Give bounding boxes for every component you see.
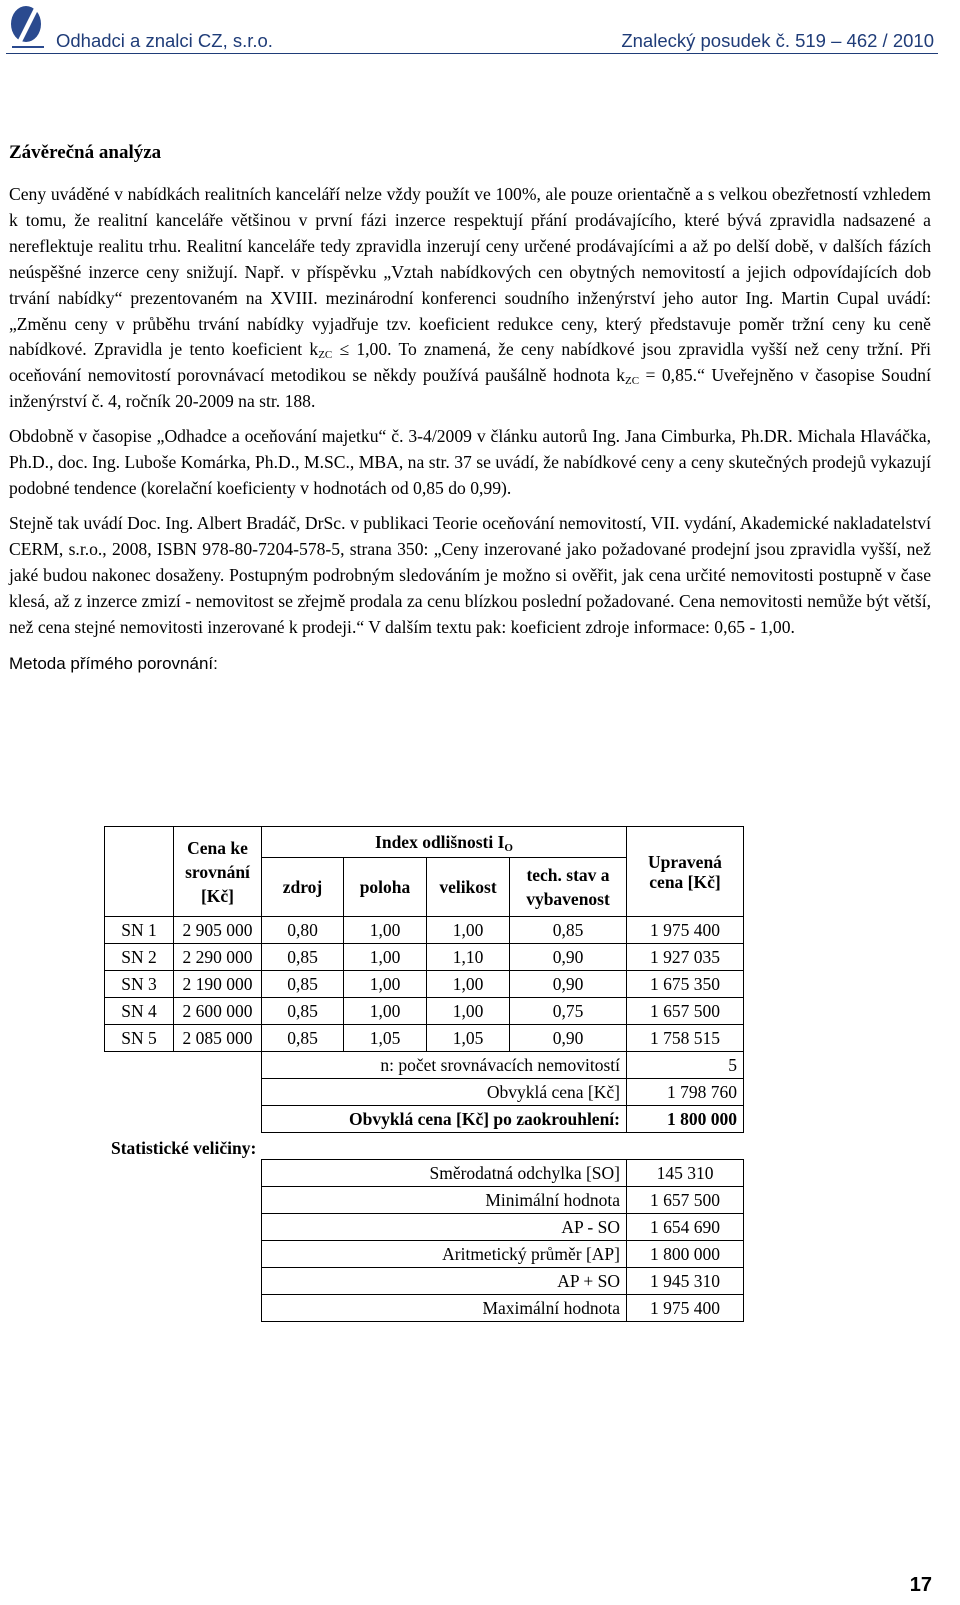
cell-location: 1,00	[344, 944, 427, 971]
stat-value: 1 945 310	[627, 1268, 744, 1295]
cell-label: SN 1	[105, 917, 174, 944]
stat-value: 1 975 400	[627, 1295, 744, 1322]
statistics-heading: Statistické veličiny:	[111, 1138, 257, 1158]
paragraph-3: Stejně tak uvádí Doc. Ing. Albert Bradáč, DrSc. v publikaci Teorie oceňování nemovitostí, VII. vydání, Akademické nakladatelství CERM, s.r.o., 2008, ISBN 978-80-7204-578-5, strana 350: „Ceny inzerované jako požadované prodejní jsou zpravidla vyšší, než jaké budou nakonec dosaženy. Postupným podrobným sledováním je možno si ověřit, jak cena určité nemovitosti postupně v čase klesá, až z inzerce zmizí - nemovitost se zřejmě prodala za cenu blízkou poslední požadované. Cena nemovitosti nemůže být větší, než cena stejné nemovitosti inzerované k prodeji.“ V dalším textu pak: koeficient zdroje informace: 0,65 - 1,00.	[9, 512, 931, 637]
summary-value: 1 798 760	[627, 1079, 744, 1106]
spacer-cell	[105, 1160, 262, 1187]
spacer-cell	[105, 1106, 262, 1133]
cell-label: SN 3	[105, 971, 174, 998]
stat-label: Maximální hodnota	[262, 1295, 627, 1322]
subscript-zc: ZC	[625, 375, 640, 388]
stat-value: 1 654 690	[627, 1214, 744, 1241]
cell-source: 0,80	[262, 917, 344, 944]
cell-location: 1,00	[344, 917, 427, 944]
cell-price: 2 905 000	[174, 917, 262, 944]
cell-size: 1,00	[427, 971, 510, 998]
cell-location: 1,00	[344, 998, 427, 1025]
table-row	[105, 917, 744, 944]
header-price: Cena ke srovnání [Kč]	[174, 827, 262, 917]
header-empty-cell	[105, 827, 174, 917]
summary-row	[105, 1106, 744, 1133]
table-header-row	[105, 827, 744, 858]
method-label: Metoda přímého porovnání:	[9, 654, 218, 674]
cell-size: 1,00	[427, 998, 510, 1025]
header-index	[262, 827, 627, 858]
spacer-cell	[105, 1241, 262, 1268]
section-title: Závěrečná analýza	[9, 142, 162, 163]
paragraph-1	[9, 182, 931, 415]
summary-row	[105, 1052, 744, 1079]
document-body	[9, 140, 931, 677]
spacer-cell	[105, 1295, 262, 1322]
cell-price: 2 600 000	[174, 998, 262, 1025]
spacer-cell	[105, 1214, 262, 1241]
spacer-cell	[105, 1052, 262, 1079]
cell-size: 1,00	[427, 917, 510, 944]
cell-size: 1,10	[427, 944, 510, 971]
header-adjusted: Upravená cena [Kč]	[627, 827, 744, 917]
cell-label: SN 4	[105, 998, 174, 1025]
cell-adjusted: 1 927 035	[627, 944, 744, 971]
table-row	[105, 971, 744, 998]
cell-adjusted: 1 975 400	[627, 917, 744, 944]
cell-condition: 0,90	[510, 971, 627, 998]
cell-label: SN 2	[105, 944, 174, 971]
stat-label: Směrodatná odchylka [SO]	[262, 1160, 627, 1187]
comparison-table	[104, 826, 744, 1322]
cell-condition: 0,85	[510, 917, 627, 944]
table-row	[105, 998, 744, 1025]
stat-label: AP + SO	[262, 1268, 627, 1295]
subheader-location: poloha	[344, 858, 427, 917]
stat-row	[105, 1160, 744, 1187]
cell-condition: 0,75	[510, 998, 627, 1025]
stat-label: AP - SO	[262, 1214, 627, 1241]
cell-adjusted: 1 657 500	[627, 998, 744, 1025]
cell-label: SN 5	[105, 1025, 174, 1052]
subscript-zc: ZC	[318, 349, 333, 362]
summary-label: n: počet srovnávacích nemovitostí	[262, 1052, 627, 1079]
spacer-cell	[105, 1268, 262, 1295]
cell-price: 2 190 000	[174, 971, 262, 998]
page-header	[0, 0, 960, 56]
subheader-size: velikost	[427, 858, 510, 917]
stat-label: Aritmetický průměr [AP]	[262, 1241, 627, 1268]
cell-adjusted: 1 675 350	[627, 971, 744, 998]
cell-price: 2 290 000	[174, 944, 262, 971]
company-name: Odhadci a znalci CZ, s.r.o.	[56, 30, 273, 51]
company-logo	[8, 2, 46, 48]
stat-row	[105, 1268, 744, 1295]
report-id: Znalecký posudek č. 519 – 462 / 2010	[621, 30, 934, 51]
paragraph-1-part-c: = 0,85.“ Uveřejněno v časopise Soudní inženýrství č. 4, ročník 20-2009 na str. 188.	[9, 365, 931, 412]
page-number: 17	[909, 1574, 932, 1596]
stat-row	[105, 1214, 744, 1241]
table-row	[105, 944, 744, 971]
subheader-source: zdroj	[262, 858, 344, 917]
cell-size: 1,05	[427, 1025, 510, 1052]
cell-source: 0,85	[262, 944, 344, 971]
cell-source: 0,85	[262, 1025, 344, 1052]
cell-location: 1,00	[344, 971, 427, 998]
paragraph-1-part-b: ≤ 1,00. To znamená, že ceny nabídkové jsou zpravidla vyšší než ceny tržní. Při oceňování nemovitostí porovnávací metodikou se někdy používá paušálně hodnota k	[9, 339, 931, 386]
summary-label: Obvyklá cena [Kč] po zaokrouhlení:	[262, 1106, 627, 1133]
spacer-cell	[105, 1079, 262, 1106]
cell-adjusted: 1 758 515	[627, 1025, 744, 1052]
summary-value: 1 800 000	[627, 1106, 744, 1133]
cell-source: 0,85	[262, 971, 344, 998]
stat-value: 1 800 000	[627, 1241, 744, 1268]
subheader-condition: tech. stav a vybavenost	[510, 858, 627, 917]
cell-price: 2 085 000	[174, 1025, 262, 1052]
header-divider	[6, 53, 938, 54]
spacer-cell	[105, 1187, 262, 1214]
stat-label: Minimální hodnota	[262, 1187, 627, 1214]
stat-row	[105, 1187, 744, 1214]
stat-value: 1 657 500	[627, 1187, 744, 1214]
header-index-subscript: O	[504, 842, 513, 854]
stat-row	[105, 1241, 744, 1268]
paragraph-1-part-a: Ceny uváděné v nabídkách realitních kanceláří nelze vždy použít ve 100%, ale pouze orientačně a s velkou obezřetností vzhledem k tomu, že realitní kanceláře většinou v první fázi inzerce respektují přání prodávajícího, které bývá zpravidla nadsazené a nereflektuje realitu trhu. Realitní kanceláře tedy zpravidla inzerují ceny určené prodávajícími a až po delší době, v dalších fázích neúspěšné inzerce ceny snižují. Např. v příspěvku „Vztah nabídkových cen obytných nemovitostí a jejich odpovídajících dob trvání nabídky“ prezentovaném na XVIII. mezinárodní konferenci soudního inženýrství jeho autor Ing. Martin Cupal uvádí: „Změnu ceny v průběhu trvání nabídky vyjadřuje tzv. koeficient redukce ceny, který představuje poměr tržní ceny ku ceně nabídkové. Zpravidla je tento koeficient k	[9, 184, 931, 360]
stat-row	[105, 1295, 744, 1322]
stat-value: 145 310	[627, 1160, 744, 1187]
summary-row	[105, 1079, 744, 1106]
cell-location: 1,05	[344, 1025, 427, 1052]
cell-condition: 0,90	[510, 944, 627, 971]
summary-label: Obvyklá cena [Kč]	[262, 1079, 627, 1106]
header-index-label: Index odlišnosti I	[375, 832, 505, 852]
summary-value: 5	[627, 1052, 744, 1079]
table-row	[105, 1025, 744, 1052]
cell-source: 0,85	[262, 998, 344, 1025]
cell-condition: 0,90	[510, 1025, 627, 1052]
paragraph-2: Obdobně v časopise „Odhadce a oceňování majetku“ č. 3-4/2009 v článku autorů Ing. Jana Cimburka, Ph.DR. Michala Hlaváčka, Ph.D., doc. Ing. Luboše Komárka, Ph.D., M.SC., MBA, na str. 37 se uvádí, že nabídkové ceny a ceny skutečných prodejů vykazují podobné tendence (korelační koeficienty v hodnotách od 0,85 do 0,99).	[9, 426, 931, 498]
